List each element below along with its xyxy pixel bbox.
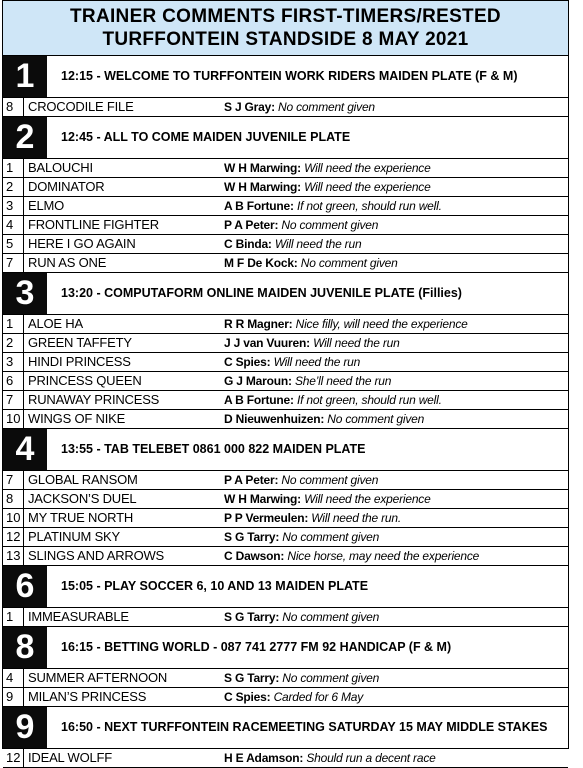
runner-row <box>3 159 568 178</box>
race-number: 9 <box>3 707 47 748</box>
horse-name: PLATINUM SKY <box>28 529 120 544</box>
comment-text: Will need the run <box>274 237 362 251</box>
runner-number: 7 <box>3 391 24 409</box>
runner-number: 2 <box>3 178 24 196</box>
trainer-comment <box>224 315 468 333</box>
trainer-comment <box>224 509 401 527</box>
runner-row <box>3 547 568 566</box>
comment-text: No comment given <box>282 610 380 624</box>
runner-row <box>3 216 568 235</box>
runner-number: 7 <box>3 254 24 272</box>
races-list <box>3 56 568 768</box>
horse-name: MY TRUE NORTH <box>28 510 134 525</box>
trainer-comment <box>224 490 431 508</box>
horse-name: DOMINATOR <box>28 179 105 194</box>
runner-row <box>3 372 568 391</box>
trainer-name: W H Marwing: <box>224 492 301 506</box>
race-header <box>3 429 568 471</box>
race-title: 12:15 - WELCOME TO TURFFONTEIN WORK RIDERS MAIDEN PLATE (F & M) <box>61 69 518 83</box>
runner-number: 3 <box>3 197 24 215</box>
trainer-comment <box>224 410 424 428</box>
trainer-name: S G Tarry: <box>224 671 280 685</box>
comment-text: Will need the run <box>273 355 361 369</box>
runner-number: 12 <box>3 528 24 546</box>
runner-row <box>3 391 568 410</box>
runner-row <box>3 608 568 627</box>
race-number: 1 <box>3 56 47 97</box>
race-title: 13:20 - COMPUTAFORM ONLINE MAIDEN JUVENILE PLATE (Fillies) <box>61 286 462 300</box>
runner-row <box>3 235 568 254</box>
trainer-name: C Spies: <box>224 355 271 369</box>
comment-text: Nice filly, will need the experience <box>295 317 468 331</box>
runner-number: 9 <box>3 688 24 706</box>
runner-number: 1 <box>3 159 24 177</box>
trainer-comment <box>224 688 363 706</box>
horse-name: JACKSON’S DUEL <box>28 491 137 506</box>
race-number: 8 <box>3 627 47 668</box>
comment-text: Will need the run. <box>311 511 401 525</box>
runner-number: 13 <box>3 547 24 565</box>
comment-text: Will need the experience <box>304 492 431 506</box>
runner-number: 10 <box>3 410 24 428</box>
comment-text: Will need the experience <box>304 180 431 194</box>
horse-name: SUMMER AFTERNOON <box>28 670 168 685</box>
horse-name: ELMO <box>28 198 65 213</box>
horse-name: HINDI PRINCESS <box>28 354 131 369</box>
trainer-comment <box>224 98 375 116</box>
comment-text: No comment given <box>327 412 425 426</box>
runner-row <box>3 509 568 528</box>
comment-text: Should run a decent race <box>306 751 436 765</box>
trainer-comment <box>224 669 379 687</box>
runner-number: 1 <box>3 608 24 626</box>
race-title: 16:50 - NEXT TURFFONTEIN RACEMEETING SATURDAY 15 MAY MIDDLE STAKES <box>61 720 548 734</box>
runner-row <box>3 471 568 490</box>
comment-text: No comment given <box>282 530 380 544</box>
horse-name: FRONTLINE FIGHTER <box>28 217 159 232</box>
runner-row <box>3 688 568 707</box>
race-number: 4 <box>3 429 47 470</box>
trainer-comment <box>224 749 436 767</box>
race-title: 13:55 - TAB TELEBET 0861 000 822 MAIDEN PLATE <box>61 442 366 456</box>
comment-text: She’ll need the run <box>294 374 392 388</box>
trainer-name: W H Marwing: <box>224 180 301 194</box>
trainer-comment <box>224 178 431 196</box>
horse-name: IDEAL WOLFF <box>28 750 112 765</box>
runner-row <box>3 490 568 509</box>
runner-number: 12 <box>3 749 24 767</box>
trainer-name: P A Peter: <box>224 218 279 232</box>
horse-name: GLOBAL RANSOM <box>28 472 138 487</box>
comment-text: No comment given <box>281 473 379 487</box>
race-title: 15:05 - PLAY SOCCER 6, 10 AND 13 MAIDEN PLATE <box>61 579 369 593</box>
runner-row <box>3 197 568 216</box>
runner-number: 5 <box>3 235 24 253</box>
comment-text: If not green, should run well. <box>296 393 442 407</box>
horse-name: HERE I GO AGAIN <box>28 236 136 251</box>
comment-text: Will need the experience <box>304 161 431 175</box>
horse-name: WINGS OF NIKE <box>28 411 126 426</box>
runner-row <box>3 315 568 334</box>
trainer-comment <box>224 391 442 409</box>
runner-number: 2 <box>3 334 24 352</box>
race-header <box>3 117 568 159</box>
trainer-name: C Binda: <box>224 237 272 251</box>
horse-name: GREEN TAFFETY <box>28 335 132 350</box>
trainer-comment <box>224 235 361 253</box>
horse-name: MILAN’S PRINCESS <box>28 689 147 704</box>
runner-row <box>3 334 568 353</box>
runner-row <box>3 410 568 429</box>
horse-name: RUN AS ONE <box>28 255 107 270</box>
trainer-comment <box>224 608 379 626</box>
comment-text: No comment given <box>300 256 398 270</box>
trainer-comment <box>224 353 360 371</box>
runner-row <box>3 254 568 273</box>
trainer-name: M F De Kock: <box>224 256 298 270</box>
trainer-name: J J van Vuuren: <box>224 336 310 350</box>
trainer-comment <box>224 471 378 489</box>
trainer-comment <box>224 334 400 352</box>
comment-text: Nice horse, may need the experience <box>287 549 480 563</box>
race-header <box>3 627 568 669</box>
runner-row <box>3 353 568 372</box>
trainer-name: C Dawson: <box>224 549 285 563</box>
comment-text: No comment given <box>281 218 379 232</box>
horse-name: IMMEASURABLE <box>28 609 129 624</box>
comment-text: If not green, should run well. <box>296 199 442 213</box>
trainer-comment <box>224 372 391 390</box>
runner-number: 4 <box>3 216 24 234</box>
runner-row <box>3 98 568 117</box>
trainer-comment <box>224 547 479 565</box>
horse-name: ALOE HA <box>28 316 83 331</box>
race-title: 16:15 - BETTING WORLD - 087 741 2777 FM 92 HANDICAP (F & M) <box>61 640 452 654</box>
runner-number: 6 <box>3 372 24 390</box>
race-title: 12:45 - ALL TO COME MAIDEN JUVENILE PLATE <box>61 130 351 144</box>
runner-number: 3 <box>3 353 24 371</box>
trainer-name: H E Adamson: <box>224 751 304 765</box>
comment-text: No comment given <box>282 671 380 685</box>
trainer-name: D Nieuwenhuizen: <box>224 412 325 426</box>
comment-text: Will need the run <box>313 336 400 350</box>
trainer-name: P A Peter: <box>224 473 279 487</box>
runner-row <box>3 669 568 688</box>
trainer-name: S G Tarry: <box>224 610 280 624</box>
runner-row <box>3 749 568 768</box>
race-number: 6 <box>3 566 47 607</box>
horse-name: SLINGS AND ARROWS <box>28 548 165 563</box>
sheet-header <box>3 1 568 56</box>
race-header <box>3 273 568 315</box>
trainer-name: A B Fortune: <box>224 393 294 407</box>
race-header <box>3 56 568 98</box>
trainer-name: P P Vermeulen: <box>224 511 309 525</box>
trainer-comment <box>224 197 442 215</box>
horse-name: PRINCESS QUEEN <box>28 373 142 388</box>
trainer-name: A B Fortune: <box>224 199 294 213</box>
runner-number: 7 <box>3 471 24 489</box>
trainer-name: S J Gray: <box>224 100 275 114</box>
runner-number: 8 <box>3 98 24 116</box>
trainer-name: G J Maroun: <box>224 374 292 388</box>
horse-name: CROCODILE FILE <box>28 99 134 114</box>
runner-number: 1 <box>3 315 24 333</box>
horse-name: BALOUCHI <box>28 160 93 175</box>
runner-row <box>3 178 568 197</box>
trainer-name: S G Tarry: <box>224 530 280 544</box>
runner-row <box>3 528 568 547</box>
trainer-name: R R Magner: <box>224 317 293 331</box>
trainer-comments-sheet <box>2 0 569 765</box>
race-header <box>3 707 568 749</box>
comment-text: Carded for 6 May <box>273 690 364 704</box>
trainer-comment <box>224 159 431 177</box>
race-number: 3 <box>3 273 47 314</box>
runner-number: 4 <box>3 669 24 687</box>
race-header <box>3 566 568 608</box>
trainer-comment <box>224 528 379 546</box>
runner-number: 8 <box>3 490 24 508</box>
trainer-name: C Spies: <box>224 690 271 704</box>
header-title: TRAINER COMMENTS FIRST-TIMERS/RESTED <box>70 6 501 27</box>
header-subtitle: TURFFONTEIN STANDSIDE 8 MAY 2021 <box>102 29 469 50</box>
race-number: 2 <box>3 117 47 158</box>
horse-name: RUNAWAY PRINCESS <box>28 392 160 407</box>
comment-text: No comment given <box>278 100 375 114</box>
trainer-comment <box>224 216 378 234</box>
trainer-comment <box>224 254 398 272</box>
runner-number: 10 <box>3 509 24 527</box>
trainer-name: W H Marwing: <box>224 161 301 175</box>
